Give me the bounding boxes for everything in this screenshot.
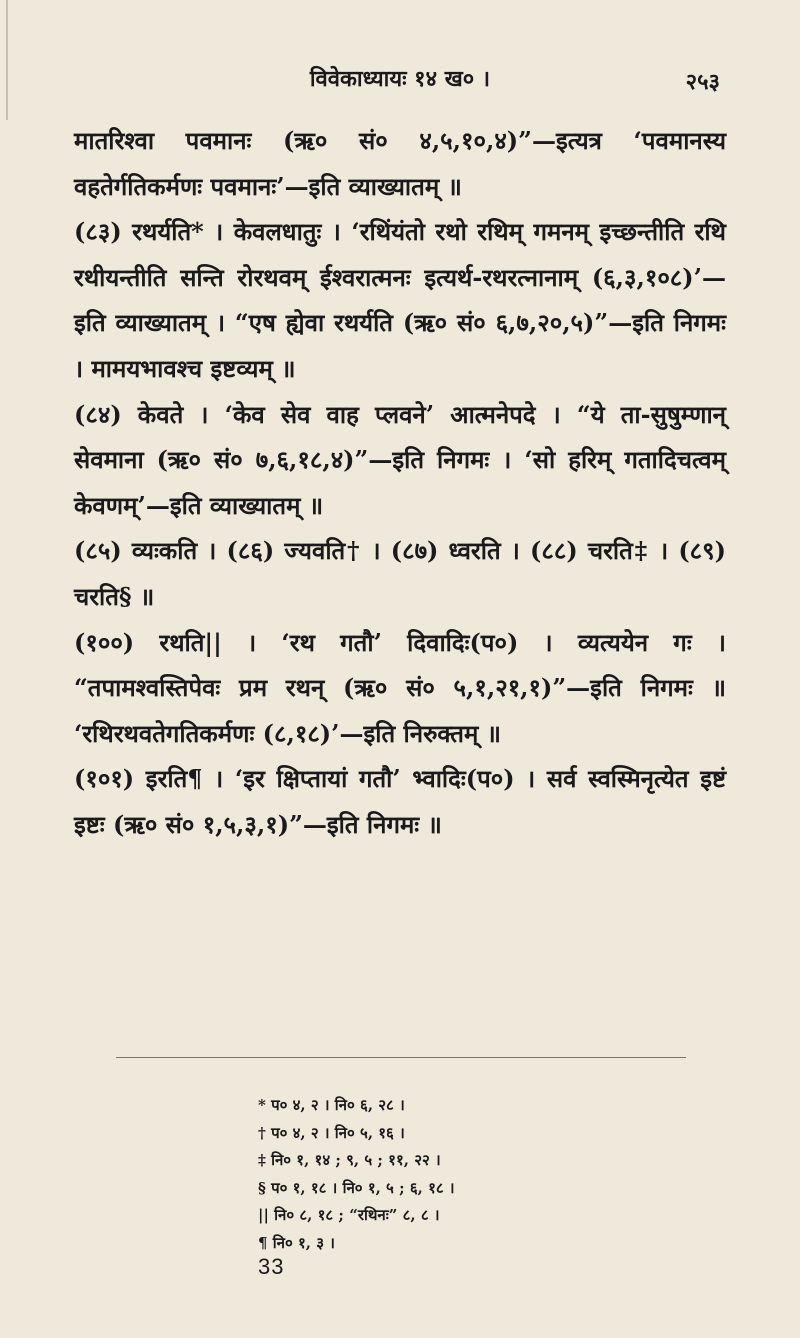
paragraph: मातरिश्वा पवमानः (ऋ० सं० ४,५,१०,४)”—इत्यत्र ‘पवमानस्य वहतेर्गतिकर्मणः पवमानः’—इति व्याख्यातम् ॥ xyxy=(74,126,726,201)
footnote-divider xyxy=(116,1057,686,1058)
running-header xyxy=(70,60,730,96)
paragraph: (८४) केवते । ‘केव सेव वाह प्लवने’ आत्मनेपदे । “ये ता-सुषुम्णान् सेवमाना (ऋ० सं० ७,६,१८,४)”—इति निगमः । ‘सो हरिम् गतादिचत्वम् केवणम्’—इति व्याख्यातम् ॥ xyxy=(74,399,726,520)
header-title: विवेकाध्यायः १४ ख० । xyxy=(309,66,491,92)
page-number: २५३ xyxy=(685,69,720,95)
footnotes xyxy=(258,1092,578,1258)
main-text xyxy=(74,118,726,848)
footnote: * प० ४, २ । नि० ६, २८ । xyxy=(258,1096,405,1114)
paragraph: (८३) रथर्यति* । केवलधातुः । ‘रथिंयंतो रथो रथिम् गमनम् इच्छन्तीति रथि रथीयन्तीति सन्ति रोरथवम् ईश्वरात्मनः इत्यर्थ-रथरत्नानाम् (६,३,१०८)’—इति व्याख्यातम् । “एष ह्येवा रथर्यति (ऋ० सं० ६,७,२०,५)”—इति निगमः । मामयभावश्च इष्टव्यम् ॥ xyxy=(74,217,726,383)
paragraph: (१००) रथति|| । ‘रथ गतौ’ दिवादिः(प०) । व्यत्ययेन गः । “तपामश्वस्तिपेवः प्रम रथन् (ऋ० सं० ५,१,२१,१)”—इति निगमः ॥ ‘रथिरथवतेगतिकर्मणः (८,१८)’—इति निरुक्तम् ॥ xyxy=(74,627,726,748)
footnote: ¶ नि० १, ३ । xyxy=(258,1233,335,1252)
footnote: ‡ नि० १, १४ ; ९, ५ ; ११, २२ । xyxy=(258,1151,441,1170)
footnote: || नि० ८, १८ ; “रथिनः” ८, ८ । xyxy=(258,1206,440,1225)
paragraph: (८५) व्यःकति । (८६) ज्यवति† । (८७) ध्वरति । (८८) चरति‡ । (८९) चरति§ ॥ xyxy=(74,536,726,611)
binding-edge-line xyxy=(6,0,8,120)
footnote: § प० १, १८ । नि० १, ५ ; ६, १८ । xyxy=(258,1178,455,1197)
paragraph: (१०१) इरति¶ । ‘इर क्षिप्तायां गतौ’ भ्वादिः(प०) । सर्व स्वस्मिनृत्येत इष्टं इष्टः (ऋ० सं० १,५,३,१)”—इति निगमः ॥ xyxy=(74,764,726,839)
footnote: † प० ४, २ । नि० ५, १६ । xyxy=(258,1123,405,1142)
sheet-number: 33 xyxy=(258,1254,285,1279)
